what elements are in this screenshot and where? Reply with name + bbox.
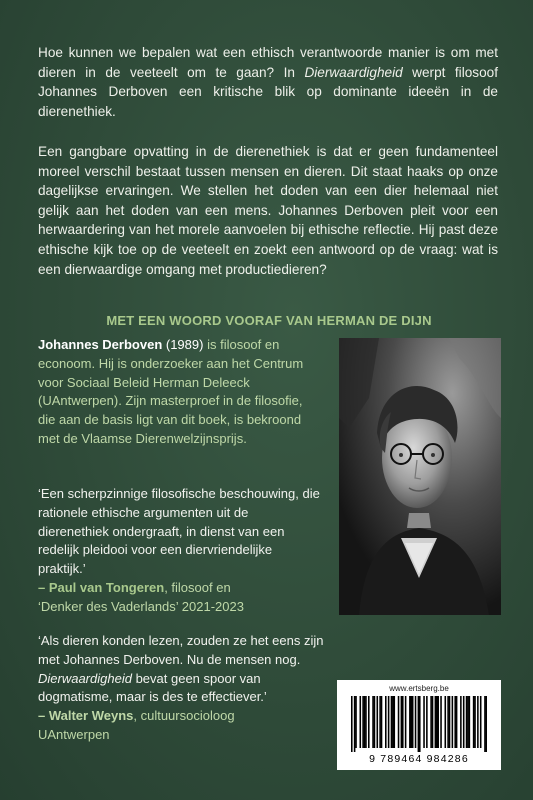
barcode-bar bbox=[445, 696, 447, 748]
barcode-bar bbox=[398, 696, 400, 748]
quote-1-author: – Paul van Tongeren bbox=[38, 579, 165, 595]
quote-2-attribution bbox=[38, 708, 235, 742]
barcode-bar bbox=[436, 696, 438, 748]
barcode-bar bbox=[388, 696, 390, 748]
barcode-bar bbox=[456, 696, 458, 748]
barcode-bar bbox=[449, 696, 451, 748]
quote-2-role-2: UAntwerpen bbox=[38, 726, 110, 742]
barcode-bar bbox=[430, 696, 432, 748]
barcode-bar bbox=[411, 696, 413, 748]
barcode-bar bbox=[469, 696, 471, 748]
barcode-bar bbox=[360, 696, 362, 748]
barcode-bar bbox=[460, 696, 462, 748]
barcode-bar bbox=[447, 696, 449, 748]
barcode-bar bbox=[477, 696, 479, 748]
isbn-number: 9 789464 984286 bbox=[369, 753, 469, 765]
author-year: (1989) bbox=[162, 337, 204, 352]
barcode-bar bbox=[473, 696, 475, 748]
barcode-bar bbox=[385, 696, 387, 748]
quote-2-author: – Walter Weyns bbox=[38, 708, 134, 724]
barcode-bar bbox=[391, 696, 393, 748]
barcode-bar bbox=[402, 696, 404, 748]
barcode-bar bbox=[372, 696, 374, 748]
barcode-bar bbox=[466, 696, 468, 748]
isbn-barcode bbox=[351, 696, 487, 752]
barcode-bar bbox=[426, 696, 428, 748]
barcode-bar bbox=[437, 696, 439, 748]
publisher-url: www.ertsberg.be bbox=[389, 684, 449, 693]
intro-paragraph bbox=[38, 43, 498, 121]
barcode-bar bbox=[452, 696, 454, 748]
barcode-bar bbox=[467, 696, 469, 748]
barcode-bar bbox=[454, 696, 456, 748]
barcode-bar bbox=[435, 696, 437, 748]
barcode-bar bbox=[405, 696, 407, 748]
barcode-bar bbox=[480, 696, 482, 748]
author-name: Johannes Derboven bbox=[38, 337, 163, 352]
barcode-bar bbox=[379, 696, 381, 748]
barcode-bar bbox=[394, 696, 396, 748]
barcode-bar bbox=[392, 696, 394, 748]
barcode-bar bbox=[463, 696, 465, 748]
barcode-bar bbox=[377, 696, 379, 748]
author-photo bbox=[339, 338, 501, 615]
barcode-bar bbox=[423, 696, 425, 748]
quote-2-role: , cultuursocioloog bbox=[133, 708, 235, 724]
intro-text: Hoe kunnen we bepalen wat een ethisch verantwoorde manier is om met dieren in de veeteelt om te gaan? In bbox=[38, 45, 498, 80]
barcode-bar bbox=[484, 696, 486, 752]
barcode-bar bbox=[364, 696, 366, 748]
barcode-bar bbox=[355, 696, 357, 748]
barcode-bar bbox=[440, 696, 442, 748]
review-quote-2 bbox=[38, 632, 328, 745]
book-title-italic: Dierwaardigheid bbox=[304, 64, 403, 80]
foreword-heading: MET EEN WOORD VOORAF VAN HERMAN DE DIJN bbox=[106, 313, 432, 328]
quote-1-role-2: ‘Denker des Vaderlands’ 2021-2023 bbox=[38, 598, 244, 614]
barcode-bar bbox=[418, 696, 420, 752]
author-portrait-image bbox=[339, 338, 501, 615]
author-bio bbox=[38, 336, 321, 449]
barcode-bar bbox=[401, 696, 403, 748]
quote-1-text: ‘Een scherpzinnige filosofische beschouwing, die rationele ethische argumenten uit de dierenethiek ondergraaft, in dienst van een redelijk pleidooi voor een diervriendelijke praktijk.’ bbox=[38, 486, 320, 577]
barcode-bar bbox=[419, 696, 421, 752]
barcode-bar bbox=[432, 696, 434, 748]
description-paragraph: Een gangbare opvatting in de dierenethiek is dat er geen fundamenteel moreel verschil bestaat tussen mensen en dieren. Dit staat haaks op onze dagelijkse ervaringen. We stellen het doden van een dier helemaal niet gelijk aan het doden van een mens. Johannes Derboven pleit voor een herwaardering van het morele aanvoelen bij ethische reflectie. Hij past deze ethische kijk toe op de veeteelt en zoekt een antwoord op de vraag: wat is een dierwaardige omgang met productiedieren? bbox=[38, 144, 498, 277]
intro-text-2: werpt filosoof Johannes Derboven een kritische blik op dominante ideeën in de dierenethiek. bbox=[38, 64, 498, 119]
barcode-bar bbox=[486, 696, 487, 752]
quote-2-title-italic: Dierwaardigheid bbox=[38, 670, 132, 686]
quote-2-text-2: bevat geen spoor van dogmatisme, maar is des te effectiever.’ bbox=[38, 670, 267, 705]
barcode-bar bbox=[365, 696, 367, 748]
quote-2-text: ‘Als dieren konden lezen, zouden ze het eens zijn met Johannes Derboven. Nu de mensen nog. bbox=[38, 633, 324, 667]
barcode-bar bbox=[409, 696, 411, 748]
barcode-bar bbox=[354, 696, 356, 752]
barcode-bar bbox=[368, 696, 370, 748]
barcode-bar bbox=[362, 696, 364, 748]
barcode-bar bbox=[474, 696, 476, 748]
quote-1-attribution bbox=[38, 580, 244, 614]
review-quote-1 bbox=[38, 485, 321, 617]
barcode-bar bbox=[415, 696, 417, 748]
barcode-bar bbox=[381, 696, 383, 748]
barcode-bar bbox=[412, 696, 414, 748]
barcode-bar bbox=[374, 696, 376, 748]
quote-1-role: , filosoof en bbox=[164, 579, 231, 595]
barcode-box bbox=[337, 680, 501, 770]
author-bio-text: is filosoof en econoom. Hij is onderzoeker aan het Centrum voor Sociaal Beleid Herman Deleeck (UAntwerpen). Zijn masterproef in de filosofie, die aan de basis ligt van dit boek, is bekroond met de Vlaamse Dierenwelzijnsprijs. bbox=[38, 337, 304, 446]
barcode-bar bbox=[351, 696, 353, 752]
